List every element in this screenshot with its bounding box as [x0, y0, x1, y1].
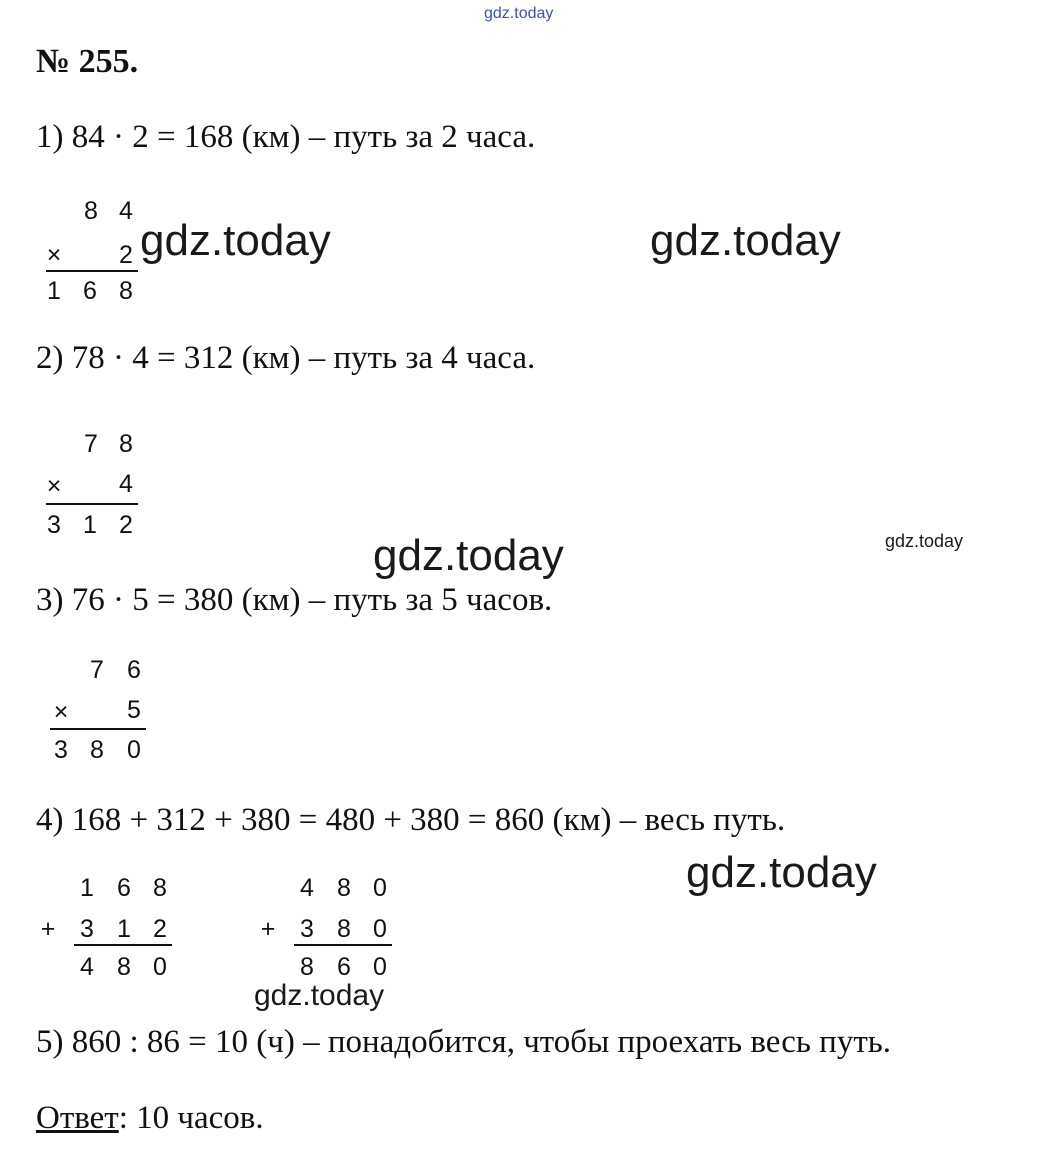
- calc4-bottom-digit: 1: [117, 915, 131, 943]
- calc1-result-digit: 6: [83, 277, 97, 305]
- calc3-top-digit: 7: [90, 656, 104, 684]
- calc1-bottom-digit: 2: [119, 241, 133, 269]
- calc5-bottom-digit: 0: [373, 915, 387, 943]
- calc4-result-digit: 8: [117, 953, 131, 981]
- calc5-bottom-digit: 8: [337, 915, 351, 943]
- calc5-sign: +: [260, 915, 276, 943]
- step-1: 1) 84 · 2 = 168 (км) – путь за 2 часа.: [36, 119, 536, 155]
- calc5-top-digit: 8: [337, 874, 351, 902]
- calc3-top-digit: 6: [127, 656, 141, 684]
- watermark: gdz.today: [885, 531, 964, 551]
- problem-number: № 255.: [36, 43, 139, 80]
- calc4-result-digit: 4: [80, 953, 94, 981]
- calc3-result-digit: 8: [90, 736, 104, 764]
- calc2-top-digit: 8: [119, 430, 133, 458]
- calc1-result-digit: 8: [119, 277, 133, 305]
- calc1-rule: [46, 270, 138, 272]
- calc3-rule: [50, 728, 146, 730]
- calc5-top-digit: 4: [300, 874, 314, 902]
- calc5-top-digit: 0: [373, 874, 387, 902]
- step-5: 5) 860 : 86 = 10 (ч) – понадобится, чтобы проехать весь путь.: [36, 1024, 892, 1060]
- calc2-rule: [46, 503, 138, 505]
- calc3-result-digit: 3: [54, 736, 68, 764]
- calc4-bottom-digit: 3: [80, 915, 94, 943]
- step-3: 3) 76 · 5 = 380 (км) – путь за 5 часов.: [36, 582, 553, 618]
- watermark-top: gdz.today: [484, 5, 554, 22]
- answer-line: [36, 1098, 264, 1138]
- calc3-bottom-digit: 5: [127, 696, 141, 724]
- calc2-top-digit: 7: [84, 430, 98, 458]
- calc3-sign: ×: [53, 698, 69, 726]
- watermark: gdz.today: [140, 216, 331, 265]
- step-2: 2) 78 · 4 = 312 (км) – путь за 4 часа.: [36, 340, 536, 376]
- calc2-sign: ×: [46, 472, 62, 500]
- calc1-sign: ×: [46, 241, 62, 269]
- watermark: gdz.today: [686, 848, 877, 897]
- answer-value: : 10 часов.: [118, 1100, 264, 1136]
- calc4-result-digit: 0: [153, 953, 167, 981]
- calc4-top-digit: 8: [153, 874, 167, 902]
- watermark: gdz.today: [650, 216, 841, 265]
- calc5-result-digit: 0: [373, 953, 387, 981]
- calc5-rule: [294, 944, 392, 946]
- calc4-rule: [74, 944, 172, 946]
- step-4: 4) 168 + 312 + 380 = 480 + 380 = 860 (км) – весь путь.: [36, 802, 786, 838]
- calc1-result-digit: 1: [47, 277, 61, 305]
- calc1-top-digit: 4: [119, 197, 133, 225]
- calc5-result-digit: 8: [300, 953, 314, 981]
- calc5-result-digit: 6: [337, 953, 351, 981]
- calc4-bottom-digit: 2: [153, 915, 167, 943]
- answer-label: Ответ: [36, 1100, 119, 1136]
- calc3-result-digit: 0: [127, 736, 141, 764]
- watermark: gdz.today: [254, 979, 385, 1012]
- calc4-top-digit: 1: [80, 874, 94, 902]
- calc1-top-digit: 8: [84, 197, 98, 225]
- calc2-result-digit: 1: [83, 511, 97, 539]
- calc2-bottom-digit: 4: [119, 470, 133, 498]
- calc4-sign: +: [40, 915, 56, 943]
- watermark: gdz.today: [373, 531, 564, 580]
- calc2-result-digit: 3: [47, 511, 61, 539]
- calc4-top-digit: 6: [117, 874, 131, 902]
- calc2-result-digit: 2: [119, 511, 133, 539]
- calc5-bottom-digit: 3: [300, 915, 314, 943]
